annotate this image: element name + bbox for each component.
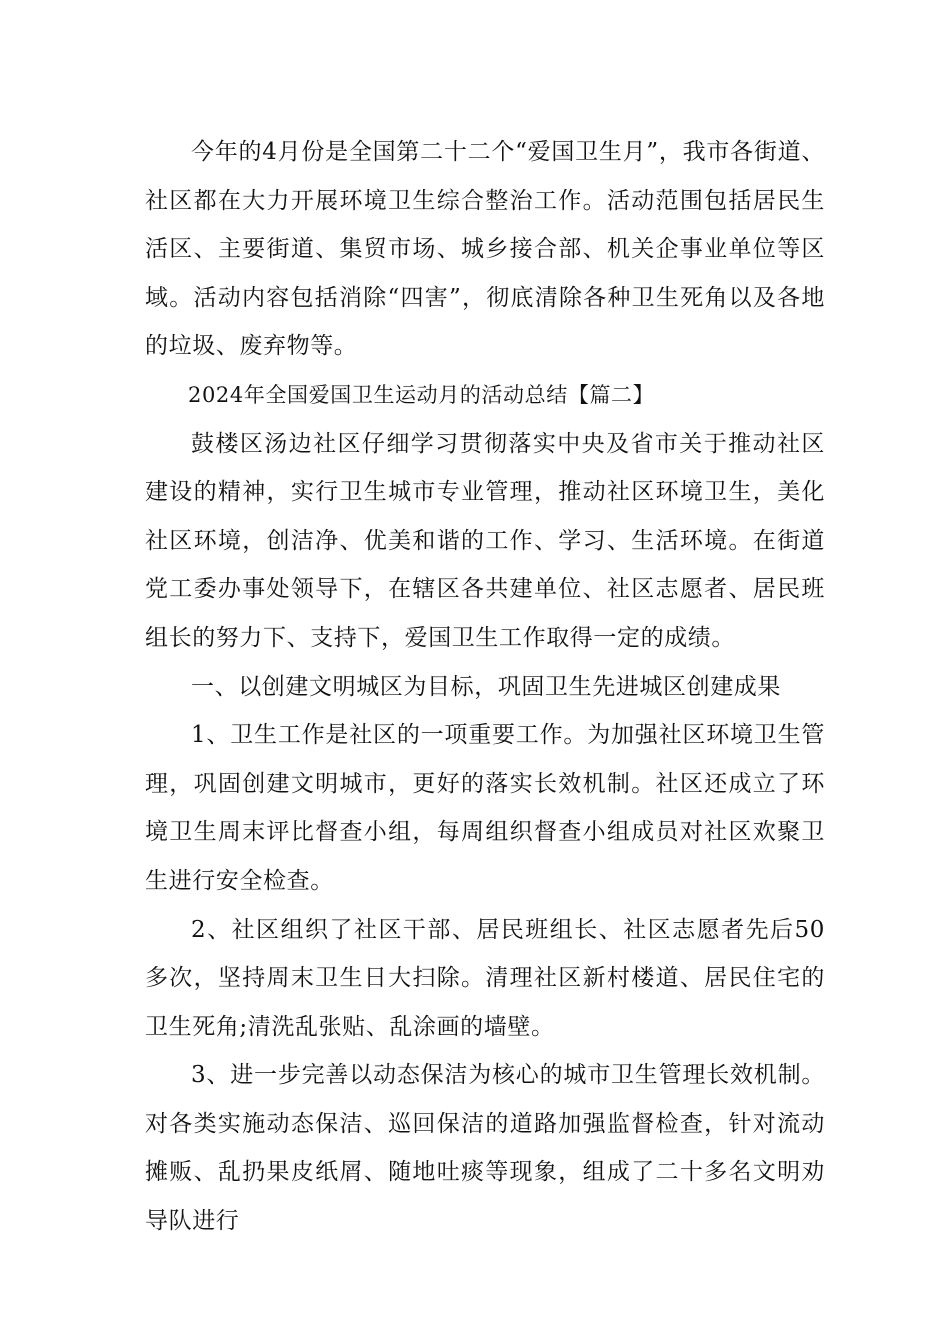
paragraph-item-3: 3、进一步完善以动态保洁为核心的城市卫生管理长效机制。对各类实施动态保洁、巡回保洁的道路加强监督检查，针对流动摊贩、乱扔果皮纸屑、随地吐痰等现象，组成了二十多名文明劝导队进行: [145, 1062, 825, 1235]
paragraph-intro: 今年的4月份是全国第二十二个“爱国卫生月”，我市各街道、社区都在大力开展环境卫生综合整治工作。活动范围包括居民生活区、主要街道、集贸市场、城乡接合部、机关企事业单位等区域。活动内容包括消除“四害”，彻底清除各种卫生死角以及各地的垃圾、废弃物等。: [145, 139, 825, 360]
document-body: [145, 128, 825, 1246]
paragraph-community: 鼓楼区汤边社区仔细学习贯彻落实中央及省市关于推动社区建设的精神，实行卫生城市专业管理，推动社区环境卫生，美化社区环境，创洁净、优美和谐的工作、学习、生活环境。在街道党工委办事处领导下，在辖区各共建单位、社区志愿者、居民班组长的努力下、支持下，爱国卫生工作取得一定的成绩。: [145, 430, 825, 651]
paragraph-item-2: 2、社区组织了社区干部、居民班组长、社区志愿者先后50多次，坚持周末卫生日大扫除。清理社区新村楼道、居民住宅的卫生死角;清洗乱张贴、乱涂画的墙壁。: [145, 916, 825, 1040]
section-title: 2024年全国爱国卫生运动月的活动总结【篇二】: [188, 382, 655, 407]
paragraph-item-1: 1、卫生工作是社区的一项重要工作。为加强社区环境卫生管理，巩固创建文明城市，更好的落实长效机制。社区还成立了环境卫生周末评比督查小组，每周组织督查小组成员对社区欢聚卫生进行安全检查。: [145, 722, 825, 894]
section-heading-one: 一、以创建文明城区为目标，巩固卫生先进城区创建成果: [191, 673, 781, 700]
